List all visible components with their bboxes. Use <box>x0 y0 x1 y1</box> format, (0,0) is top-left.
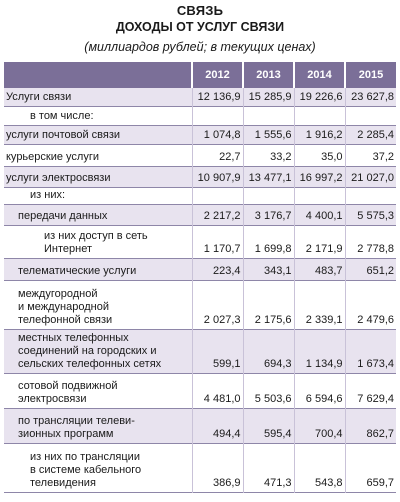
cell-value: 21 027,0 <box>345 166 396 187</box>
cell-value: 22,7 <box>192 144 243 166</box>
table-row <box>4 204 396 225</box>
cell-value: 694,3 <box>243 329 294 373</box>
cell-value: 659,7 <box>366 476 394 489</box>
cell-value: 1 170,7 <box>192 225 243 258</box>
cell-value: 1 074,8 <box>192 125 243 144</box>
table-row <box>4 225 396 258</box>
cell-value: 16 997,2 <box>294 166 345 187</box>
revenue-table <box>4 62 396 493</box>
table-row <box>4 144 396 166</box>
table-row <box>4 166 396 187</box>
cell-value <box>294 106 345 125</box>
cell-value: 1 134,9 <box>294 329 345 373</box>
row-label: местных телефонных соединений на городских и сельских телефонных сетях <box>4 329 192 373</box>
table-row <box>4 88 396 106</box>
cell-value: 543,8 <box>294 443 345 492</box>
cell-value <box>243 106 294 125</box>
column-header-2014: 2014 <box>294 62 345 88</box>
table-row <box>4 280 396 329</box>
row-label: Услуги связи <box>4 88 192 106</box>
column-header-2015: 2015 <box>345 62 396 88</box>
row-label: из них по трансляции в системе кабельного телевидения <box>4 443 192 492</box>
row-label: сотовой подвижной электросвязи <box>4 373 192 408</box>
cell-value: 483,7 <box>294 258 345 280</box>
cell-value: 595,4 <box>243 408 294 443</box>
cell-value: 1 699,8 <box>243 225 294 258</box>
cell-value: 1 555,6 <box>243 125 294 144</box>
cell-value: 2 778,8 <box>357 242 394 255</box>
table-row <box>4 329 396 373</box>
cell-value: 471,3 <box>243 443 294 492</box>
cell-value <box>345 106 396 125</box>
cell-value <box>294 187 345 204</box>
cell-value: 700,4 <box>294 408 345 443</box>
table-row <box>4 187 396 204</box>
cell-value: 343,1 <box>243 258 294 280</box>
table-title: ДОХОДЫ ОТ УСЛУГ СВЯЗИ <box>115 20 285 34</box>
cell-value: 37,2 <box>372 150 394 163</box>
cell-value: 2 479,6 <box>357 313 394 326</box>
cell-value: 23 627,8 <box>345 88 396 106</box>
row-label: в том числе: <box>4 106 192 125</box>
cell-value: 35,0 <box>294 144 345 166</box>
cell-value: 7 629,4 <box>357 392 394 405</box>
table-row <box>4 408 396 443</box>
cell-value: 10 907,9 <box>192 166 243 187</box>
column-header-2013: 2013 <box>243 62 294 88</box>
cell-value: 223,4 <box>192 258 243 280</box>
cell-value: 1 916,2 <box>294 125 345 144</box>
table-row <box>4 373 396 408</box>
cell-value: 33,2 <box>243 144 294 166</box>
row-label: услуги почтовой связи <box>4 125 192 144</box>
cell-value: 494,4 <box>192 408 243 443</box>
header-row <box>4 62 396 88</box>
cell-value: 4 400,1 <box>294 204 345 225</box>
page-title: СВЯЗЬ <box>176 3 224 18</box>
cell-value: 3 176,7 <box>243 204 294 225</box>
cell-value: 12 136,9 <box>192 88 243 106</box>
cell-value: 2 285,4 <box>345 125 396 144</box>
cell-value: 2 339,1 <box>294 280 345 329</box>
cell-value: 2 171,9 <box>294 225 345 258</box>
row-label: передачи данных <box>4 204 192 225</box>
cell-value: 2 175,6 <box>243 280 294 329</box>
row-label: услуги электросвязи <box>4 166 192 187</box>
column-header-label <box>4 62 192 88</box>
row-label: из них доступ в сеть Интернет <box>4 225 192 258</box>
table-row <box>4 443 396 492</box>
table-row <box>4 258 396 280</box>
row-label: по трансляции телеви- зионных программ <box>4 408 192 443</box>
units-note: (миллиардов рублей; в текущих ценах) <box>84 40 316 54</box>
cell-value: 19 226,6 <box>294 88 345 106</box>
cell-value: 6 594,6 <box>294 373 345 408</box>
cell-value <box>243 187 294 204</box>
row-label: курьерские услуги <box>4 144 192 166</box>
cell-value <box>345 187 396 204</box>
cell-value: 13 477,1 <box>243 166 294 187</box>
table-row <box>4 106 396 125</box>
row-label: телематические услуги <box>4 258 192 280</box>
cell-value: 5 503,6 <box>243 373 294 408</box>
cell-value: 599,1 <box>192 329 243 373</box>
cell-value <box>192 187 243 204</box>
cell-value: 15 285,9 <box>243 88 294 106</box>
cell-value: 2 217,2 <box>192 204 243 225</box>
cell-value: 4 481,0 <box>192 373 243 408</box>
table-row <box>4 125 396 144</box>
column-header-2012: 2012 <box>192 62 243 88</box>
cell-value: 386,9 <box>192 443 243 492</box>
row-label: из них: <box>4 187 192 204</box>
cell-value: 862,7 <box>345 408 396 443</box>
cell-value: 1 673,4 <box>345 329 396 373</box>
cell-value <box>192 106 243 125</box>
row-label: междугородной и международной телефонной связи <box>4 280 192 329</box>
cell-value: 651,2 <box>345 258 396 280</box>
cell-value: 2 027,3 <box>192 280 243 329</box>
cell-value: 5 575,3 <box>345 204 396 225</box>
